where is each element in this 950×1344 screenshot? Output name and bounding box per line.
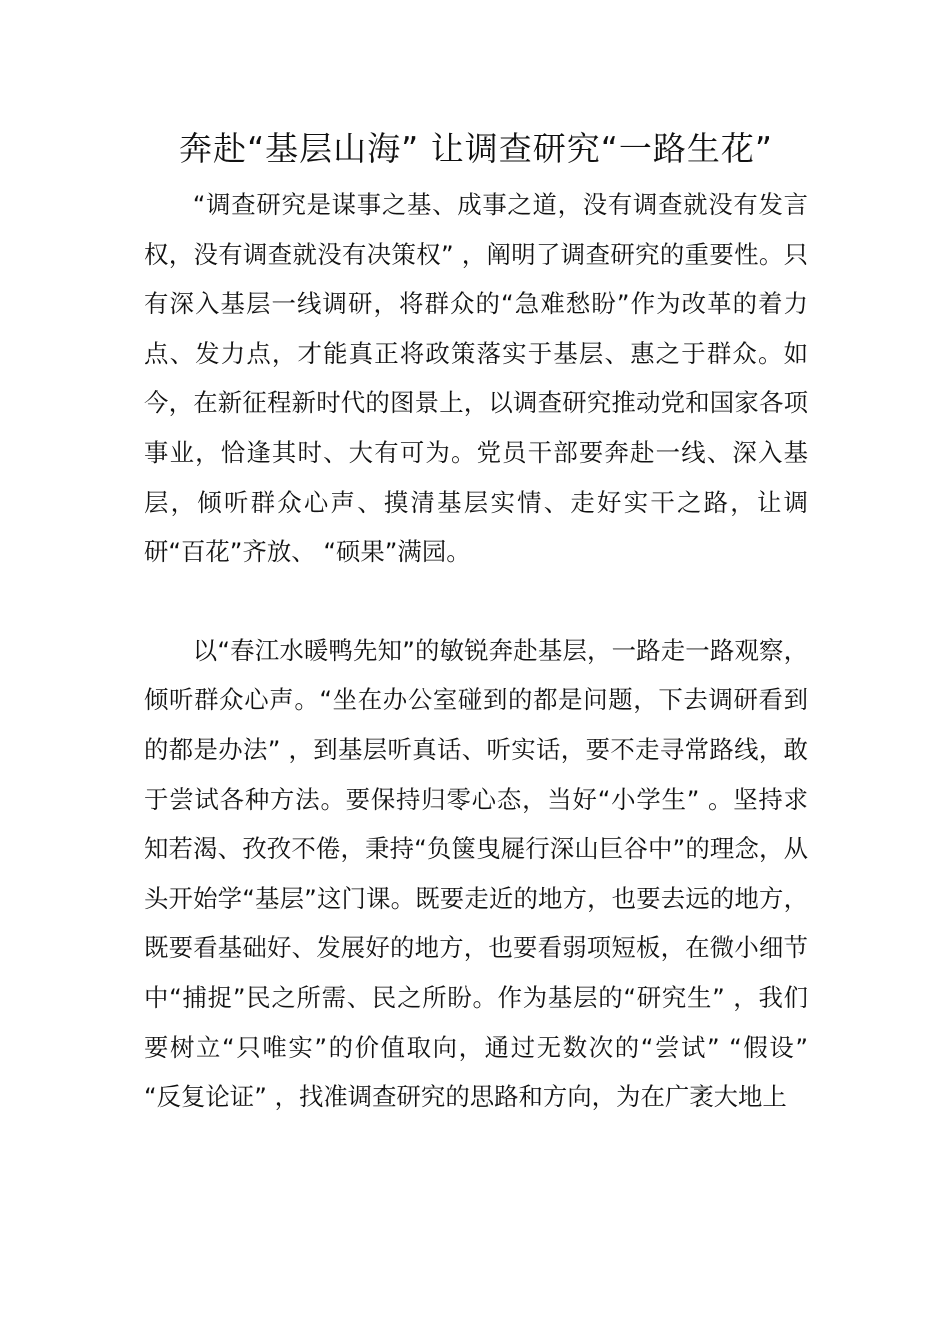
document-title: 奔赴“基层山海” 让调查研究“一路生花”: [179, 129, 773, 168]
document-page: [144, 128, 808, 1122]
paragraph-2: 以“春江水暖鸭先知”的敏锐奔赴基层，一路走一路观察，倾听群众心声。“坐在办公室碰到的都是问题，下去调研看到的都是办法” ，到基层听真话、听实话，要不走寻常路线，敢于尝试各种方法。要保持归零心态，当好“小学生” 。坚持求知若渴、孜孜不倦，秉持“负箧曳屣行深山巨谷中”的理念，从头开始学“基层”这门课。既要走近的地方，也要去远的地方，既要看基础好、发展好的地方，也要看弱项短板，在微小细节中“捕捉”民之所需、民之所盼。作为基层的“研究生” ，我们要树立“只唯实”的价值取向，通过无数次的“尝试” “假设” “反复论证” ，找准调查研究的思路和方向，为在广袤大地上: [144, 635, 808, 1112]
paragraph-1: “调查研究是谋事之基、成事之道，没有调查就没有发言权，没有调查就没有决策权” ，阐明了调查研究的重要性。只有深入基层一线调研，将群众的“急难愁盼”作为改革的着力点、发力点，才能真正将政策落实于基层、惠之于群众。如今，在新征程新时代的图景上，以调查研究推动党和国家各项事业，恰逢其时、大有可为。党员干部要奔赴一线、深入基层，倾听群众心声、摸清基层实情、走好实干之路，让调研“百花”齐放、 “硕果”满园。: [144, 190, 808, 567]
